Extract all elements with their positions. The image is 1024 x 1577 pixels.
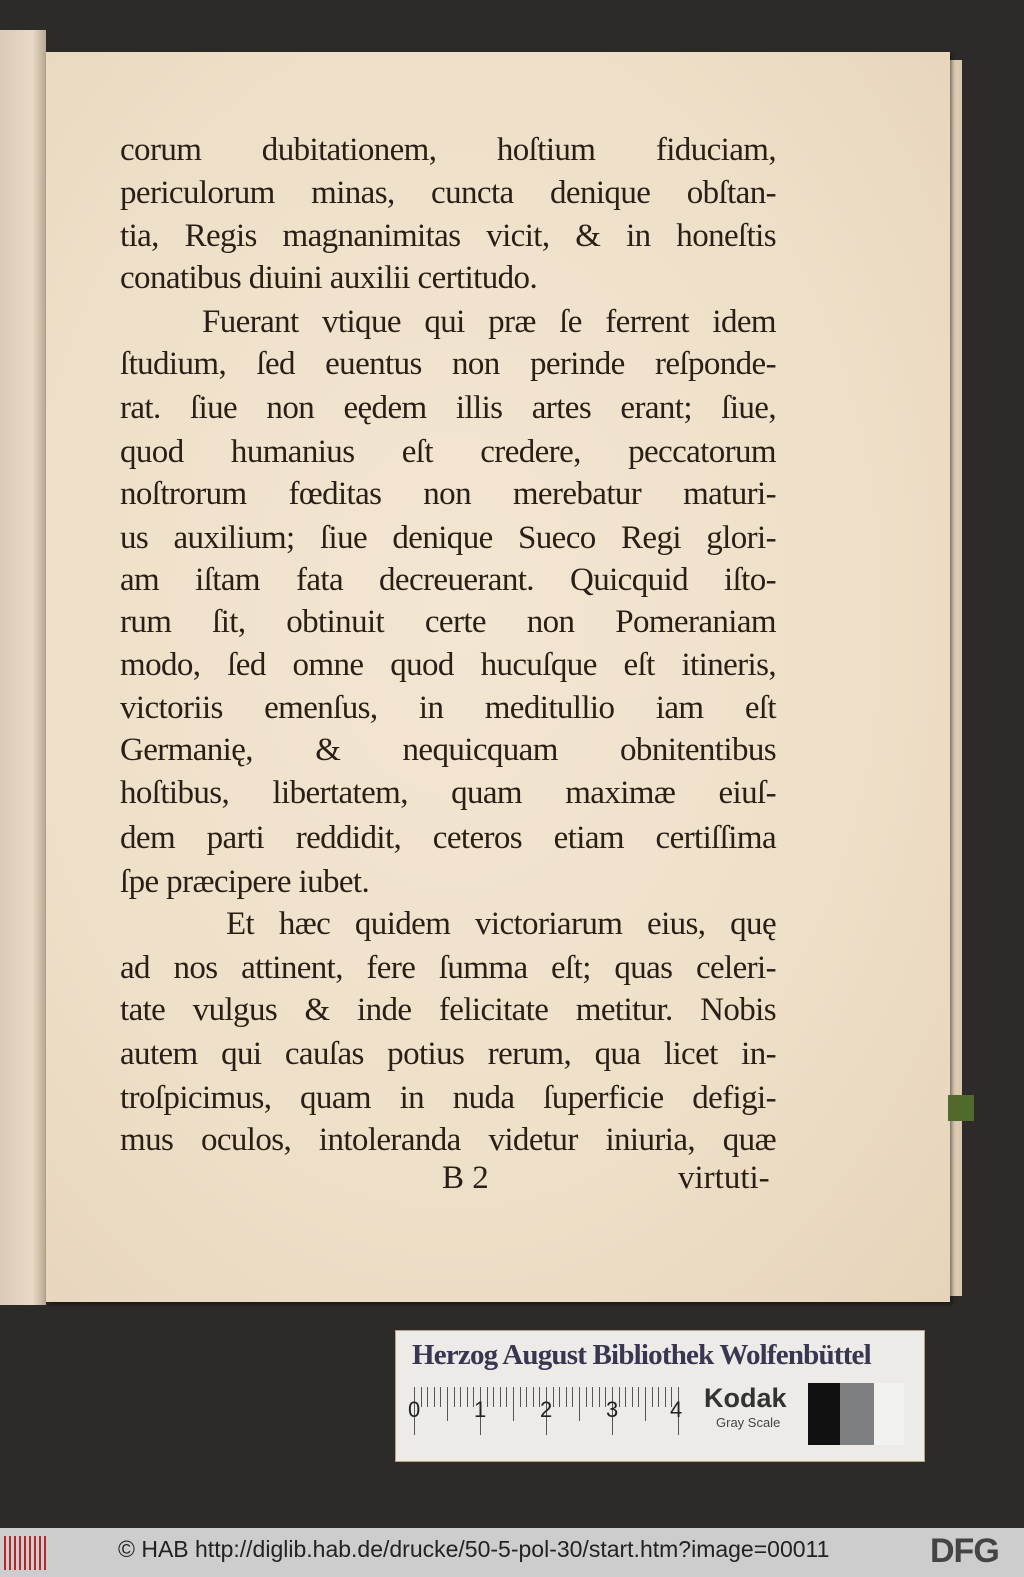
text-line: ſtudium, ſed euentus non perinde reſponde- xyxy=(120,346,776,382)
ruler-tick xyxy=(493,1387,494,1407)
text-line: am iſtam fata decreuerant. Quicquid iſto- xyxy=(120,562,776,598)
text-line: mus oculos, intoleranda videtur iniuria, quæ xyxy=(120,1122,776,1158)
ruler-tick xyxy=(533,1387,534,1407)
text-line: tate vulgus & inde felicitate metitur. Nobis xyxy=(120,992,776,1028)
ruler-tick xyxy=(586,1387,587,1407)
signature-mark: B 2 xyxy=(442,1160,489,1196)
ruler-tick xyxy=(632,1387,633,1407)
ruler-tick xyxy=(645,1387,646,1421)
library-name: Herzog August Bibliothek Wolfenbüttel xyxy=(412,1339,871,1371)
ruler-tick xyxy=(658,1387,659,1407)
text-line: conatibus diuini auxilii certitudo. xyxy=(120,260,538,296)
gray-scale-label: Gray Scale xyxy=(716,1415,781,1430)
text-line: ſpe præcipere iubet. xyxy=(120,864,370,900)
ruler-tick xyxy=(665,1387,666,1407)
ruler-tick xyxy=(625,1387,626,1407)
text-line: modo, ſed omne quod hucuſque eſt itineris, xyxy=(120,647,776,683)
ruler-number: 4 xyxy=(670,1397,683,1422)
ruler-tick xyxy=(526,1387,527,1407)
text-line: rat. ſiue non eędem illis artes erant; ſiue, xyxy=(120,390,776,426)
text-line: quod humanius eſt credere, peccatorum xyxy=(120,434,776,470)
kodak-brand: Kodak xyxy=(704,1383,787,1413)
text-line: ad nos attinent, fere ſumma eſt; quas celeri- xyxy=(120,950,776,986)
text-line: Fuerant vtique qui præ ſe ferrent idem xyxy=(202,304,776,340)
text-line: troſpicimus, quam in nuda ſuperficie defigi- xyxy=(120,1080,776,1116)
text-line: noſtrorum fœditas non merebatur maturi- xyxy=(120,476,776,512)
ruler-number: 1 xyxy=(474,1397,487,1422)
text-line: us auxilium; ſiue denique Sueco Regi glori- xyxy=(120,520,776,556)
text-line: dem parti reddidit, ceteros etiam certiſſima xyxy=(120,820,776,856)
ruler-number: 2 xyxy=(540,1397,553,1422)
white-swatch xyxy=(874,1383,904,1445)
ruler-tick xyxy=(427,1387,428,1407)
catchword: virtuti- xyxy=(678,1160,770,1196)
ruler-tick xyxy=(440,1387,441,1407)
footer-bar xyxy=(0,1528,1024,1577)
text-line: periculorum minas, cuncta denique obſtan- xyxy=(120,175,776,211)
previous-page-edge xyxy=(0,30,46,1305)
text-line: rum ſit, obtinuit certe non Pomeraniam xyxy=(120,604,776,640)
color-card xyxy=(395,1330,925,1462)
ruler-tick xyxy=(559,1387,560,1407)
ruler-tick xyxy=(460,1387,461,1407)
ruler-tick xyxy=(513,1387,514,1421)
ruler-tick xyxy=(434,1387,435,1407)
ruler-tick xyxy=(520,1387,521,1407)
ruler-tick xyxy=(500,1387,501,1407)
text-line: autem qui cauſas potius rerum, qua licet in- xyxy=(120,1036,776,1072)
ruler-tick xyxy=(553,1387,554,1407)
dfg-logo: DFG xyxy=(930,1532,999,1570)
ruler-tick xyxy=(467,1387,468,1407)
text-line: tia, Regis magnanimitas vicit, & in honeſtis xyxy=(120,218,776,254)
ruler-tick xyxy=(592,1387,593,1407)
black-swatch xyxy=(808,1383,840,1445)
ruler-tick xyxy=(652,1387,653,1407)
bookmark-tab xyxy=(948,1095,974,1121)
ruler-number: 0 xyxy=(408,1397,421,1422)
text-line: corum dubitationem, hoſtium fiduciam, xyxy=(120,132,776,168)
ruler-tick xyxy=(619,1387,620,1407)
ruler-tick xyxy=(506,1387,507,1407)
ruler-tick xyxy=(579,1387,580,1421)
text-line: victoriis emenſus, in meditullio iam eſt xyxy=(120,690,776,726)
hab-logo-icon xyxy=(4,1536,46,1570)
ruler-tick xyxy=(572,1387,573,1407)
ruler-tick xyxy=(638,1387,639,1407)
text-line: Germanię, & nequicquam obnitentibus xyxy=(120,732,776,768)
copyright-link[interactable]: © HAB http://diglib.hab.de/drucke/50-5-pol-30/start.htm?image=00011 xyxy=(118,1536,830,1562)
ruler-tick xyxy=(454,1387,455,1407)
ruler-number: 3 xyxy=(606,1397,619,1422)
gray-swatch xyxy=(840,1383,874,1445)
ruler-tick xyxy=(566,1387,567,1407)
text-line: hoſtibus, libertatem, quam maximæ eiuſ- xyxy=(120,775,776,811)
ruler-tick xyxy=(599,1387,600,1407)
ruler-tick xyxy=(447,1387,448,1421)
text-line: Et hæc quidem victoriarum eius, quę xyxy=(226,906,776,942)
ruler-tick xyxy=(421,1387,422,1407)
ruler-tick xyxy=(487,1387,488,1407)
